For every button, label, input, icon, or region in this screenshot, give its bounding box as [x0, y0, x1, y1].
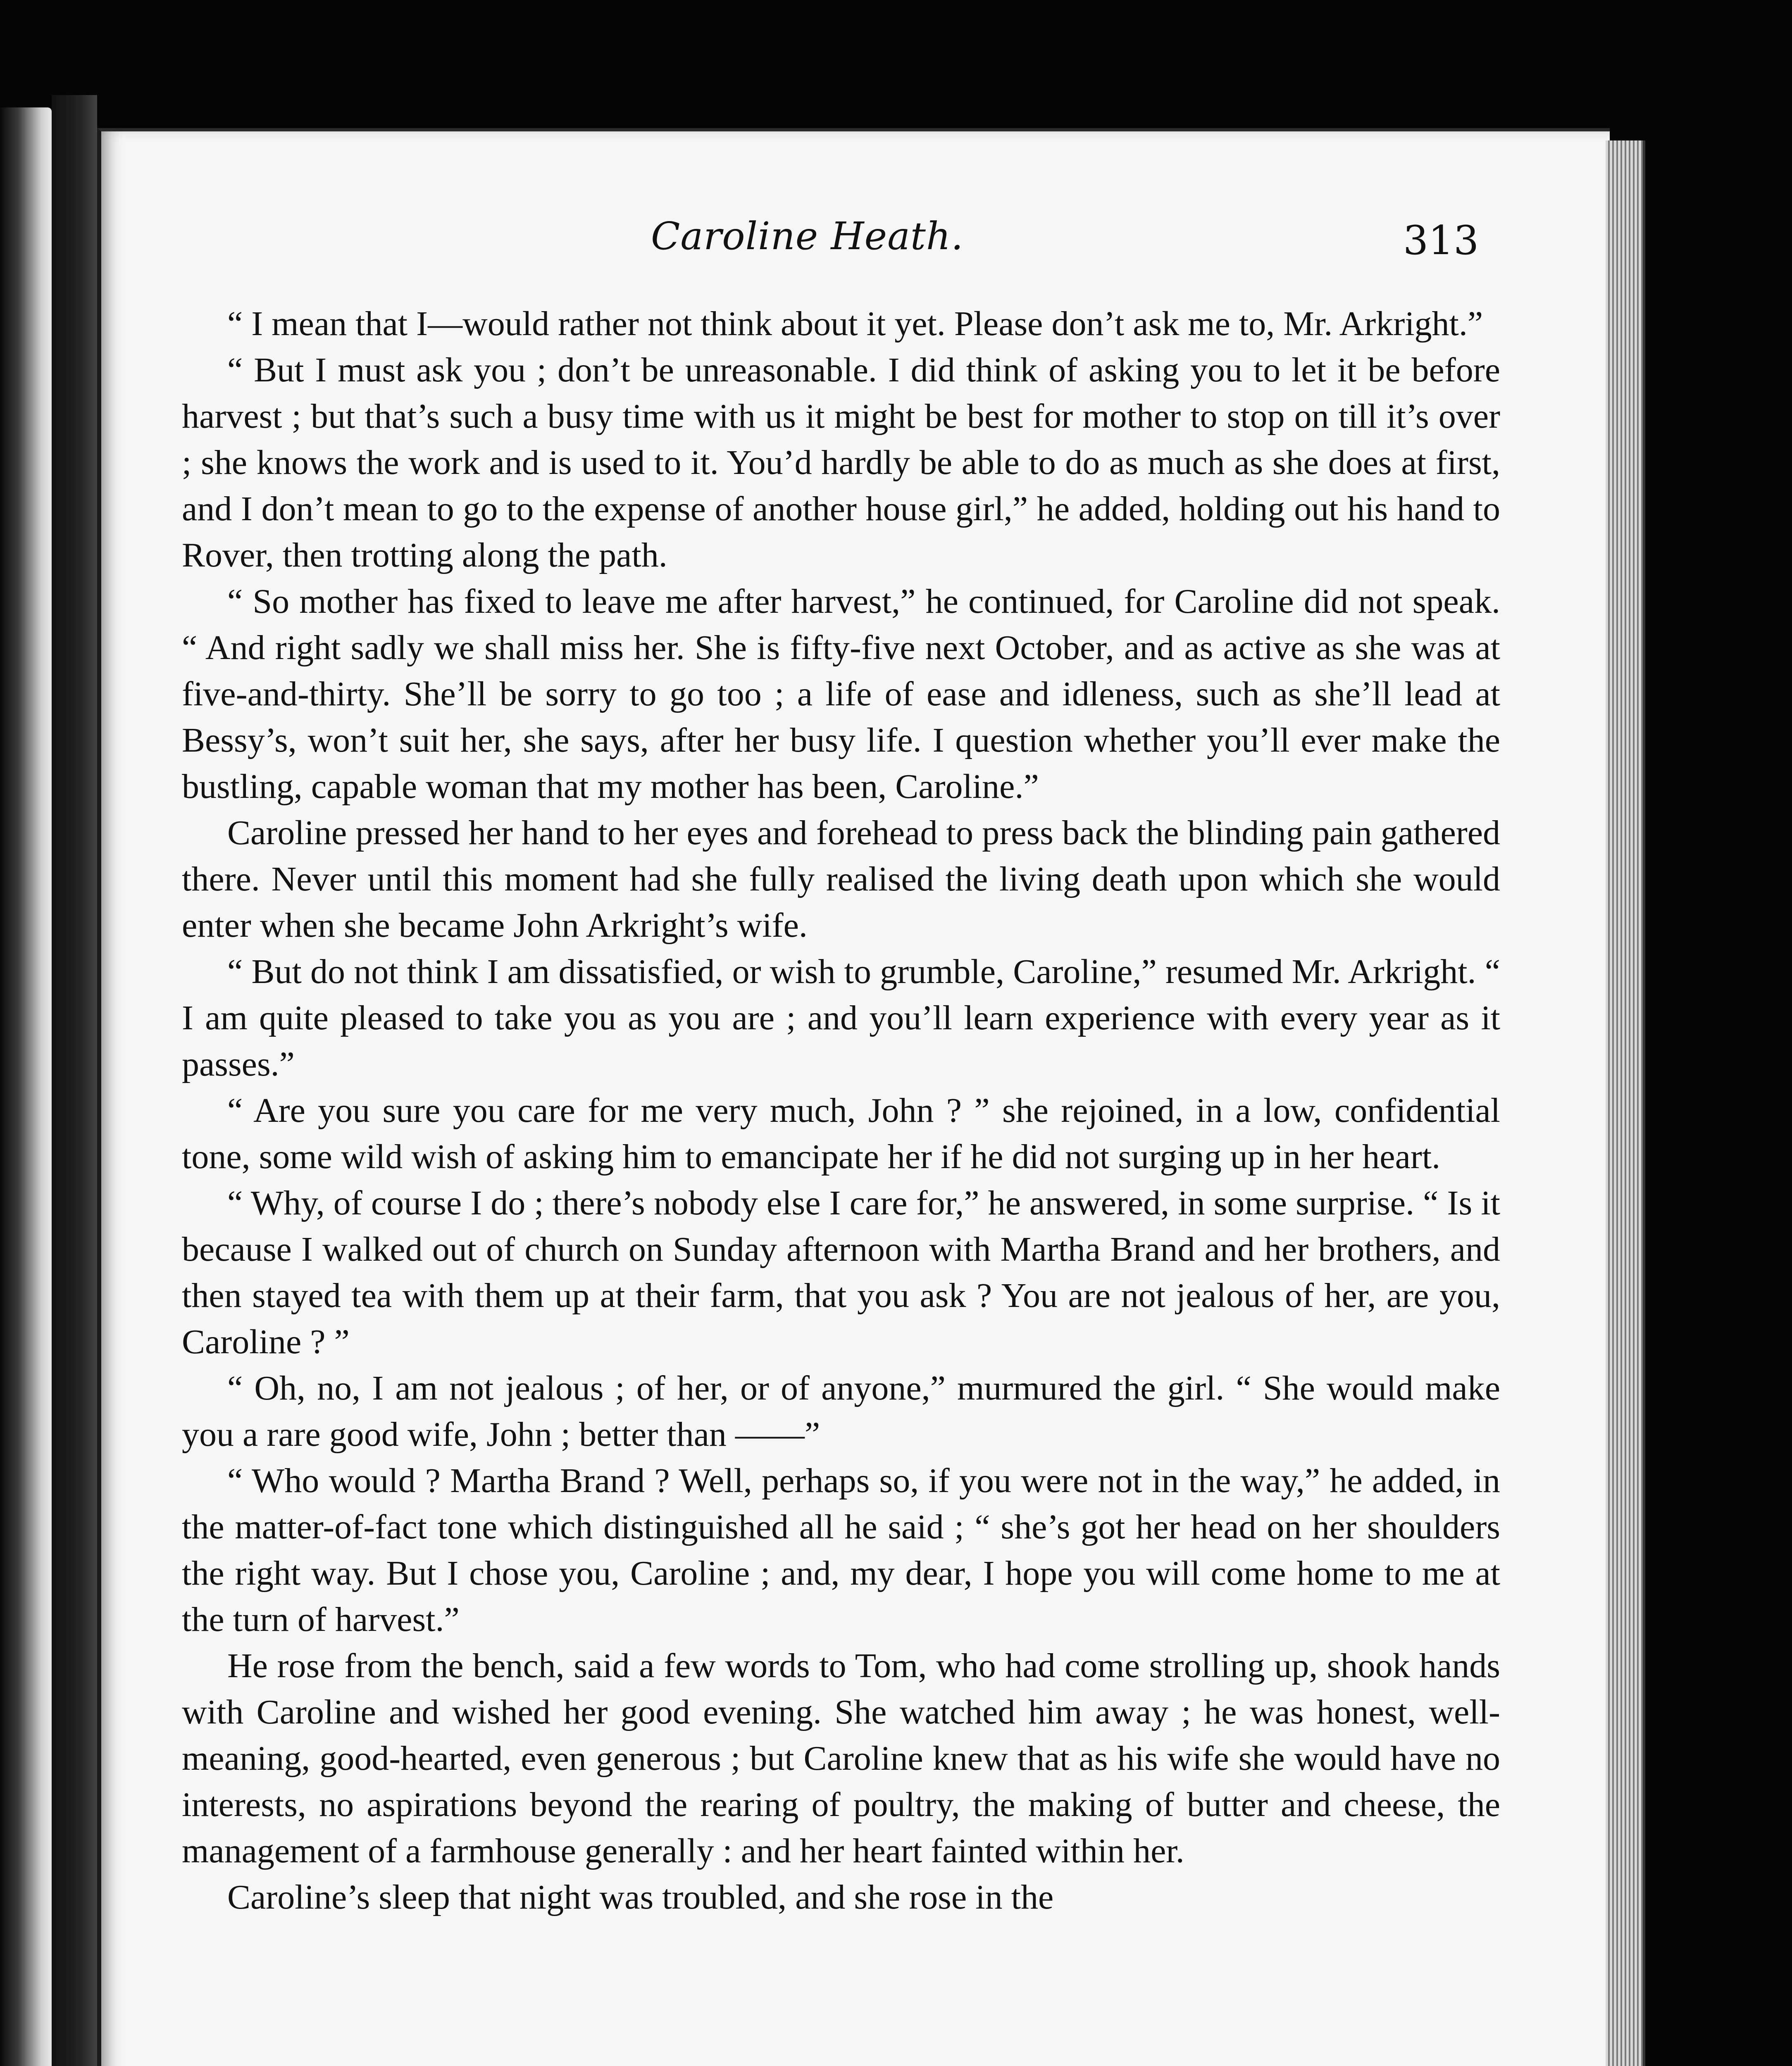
- book-page: [97, 128, 1610, 2066]
- paragraph: “ Why, of course I do ; there’s nobody else I care for,” he answered, in some surprise. “ Is it because I walked out of church on Sunday afternoon with Martha Brand and her brothers, and then stayed tea with them up at their farm, that you ask ? You are not jealous of her, are you, Caroline ? ”: [182, 1184, 1500, 1361]
- book-gutter: [52, 95, 97, 2066]
- paragraph: “ Are you sure you care for me very much, John ? ” she rejoined, in a low, confidential tone, some wild wish of asking him to emancipate her if he did not surging up in her heart.: [182, 1091, 1500, 1176]
- page-header: [101, 214, 1610, 297]
- paragraph: “ Who would ? Martha Brand ? Well, perhaps so, if you were not in the way,” he added, in the matter-of-fact tone which distinguished all he said ; “ she’s got her head on her shoulders the right way. But I chose you, Caroline ; and, my dear, I hope you will come home to me at the turn of harvest.”: [182, 1461, 1500, 1639]
- paragraph: Caroline pressed her hand to her eyes and forehead to press back the blinding pain gathered there. Never until this moment had she fully realised the living death upon which she would enter when she became John Arkright’s wife.: [182, 814, 1500, 945]
- paragraph: “ So mother has fixed to leave me after harvest,” he continued, for Caroline did not speak. “ And right sadly we shall miss her. She is fifty-five next October, and as active as she was at five-and-thirty. She’ll be sorry to go too ; a life of ease and idleness, such as she’ll lead at Bessy’s, won’t suit her, she says, after her busy life. I question whether you’ll ever make the bustling, capable woman that my mother has been, Caroline.”: [182, 582, 1500, 806]
- paragraph: He rose from the bench, said a few words to Tom, who had come strolling up, shook hands with Caroline and wished her good evening. She watched him away ; he was honest, well-meaning, good-hearted, even generous ; but Caroline knew that as his wife she would have no interests, no aspirations beyond the rearing of poultry, the making of butter and cheese, the management of a farmhouse generally : and her heart fainted within her.: [182, 1647, 1500, 1870]
- page-stack-edge: [1606, 140, 1645, 2066]
- paragraph: Caroline’s sleep that night was troubled, and she rose in the: [227, 1878, 1054, 1916]
- paragraph: “ Oh, no, I am not jealous ; of her, or of anyone,” murmured the girl. “ She would make you a rare good wife, John ; better than ——”: [182, 1369, 1500, 1454]
- body-text: [182, 301, 1500, 1921]
- paragraph: “ I mean that I—would rather not think about it yet. Please don’t ask me to, Mr. Arkright.”: [227, 305, 1483, 343]
- page-number: 313: [1403, 217, 1479, 264]
- previous-page-edge: [0, 107, 52, 2066]
- paragraph: “ But do not think I am dissatisfied, or wish to grumble, Caroline,” resumed Mr. Arkright. “ I am quite pleased to take you as you are ; and you’ll learn experience with every year as it passes.”: [182, 952, 1500, 1083]
- paragraph: “ But I must ask you ; don’t be unreasonable. I did think of asking you to let it be before harvest ; but that’s such a busy time with us it might be best for mother to stop on till it’s over ; she knows the work and is used to it. You’d hardly be able to do as much as she does at first, and I don’t mean to go to the expense of another house girl,” he added, holding out his hand to Rover, then trotting along the path.: [182, 351, 1500, 574]
- running-title: Caroline Heath.: [651, 214, 964, 258]
